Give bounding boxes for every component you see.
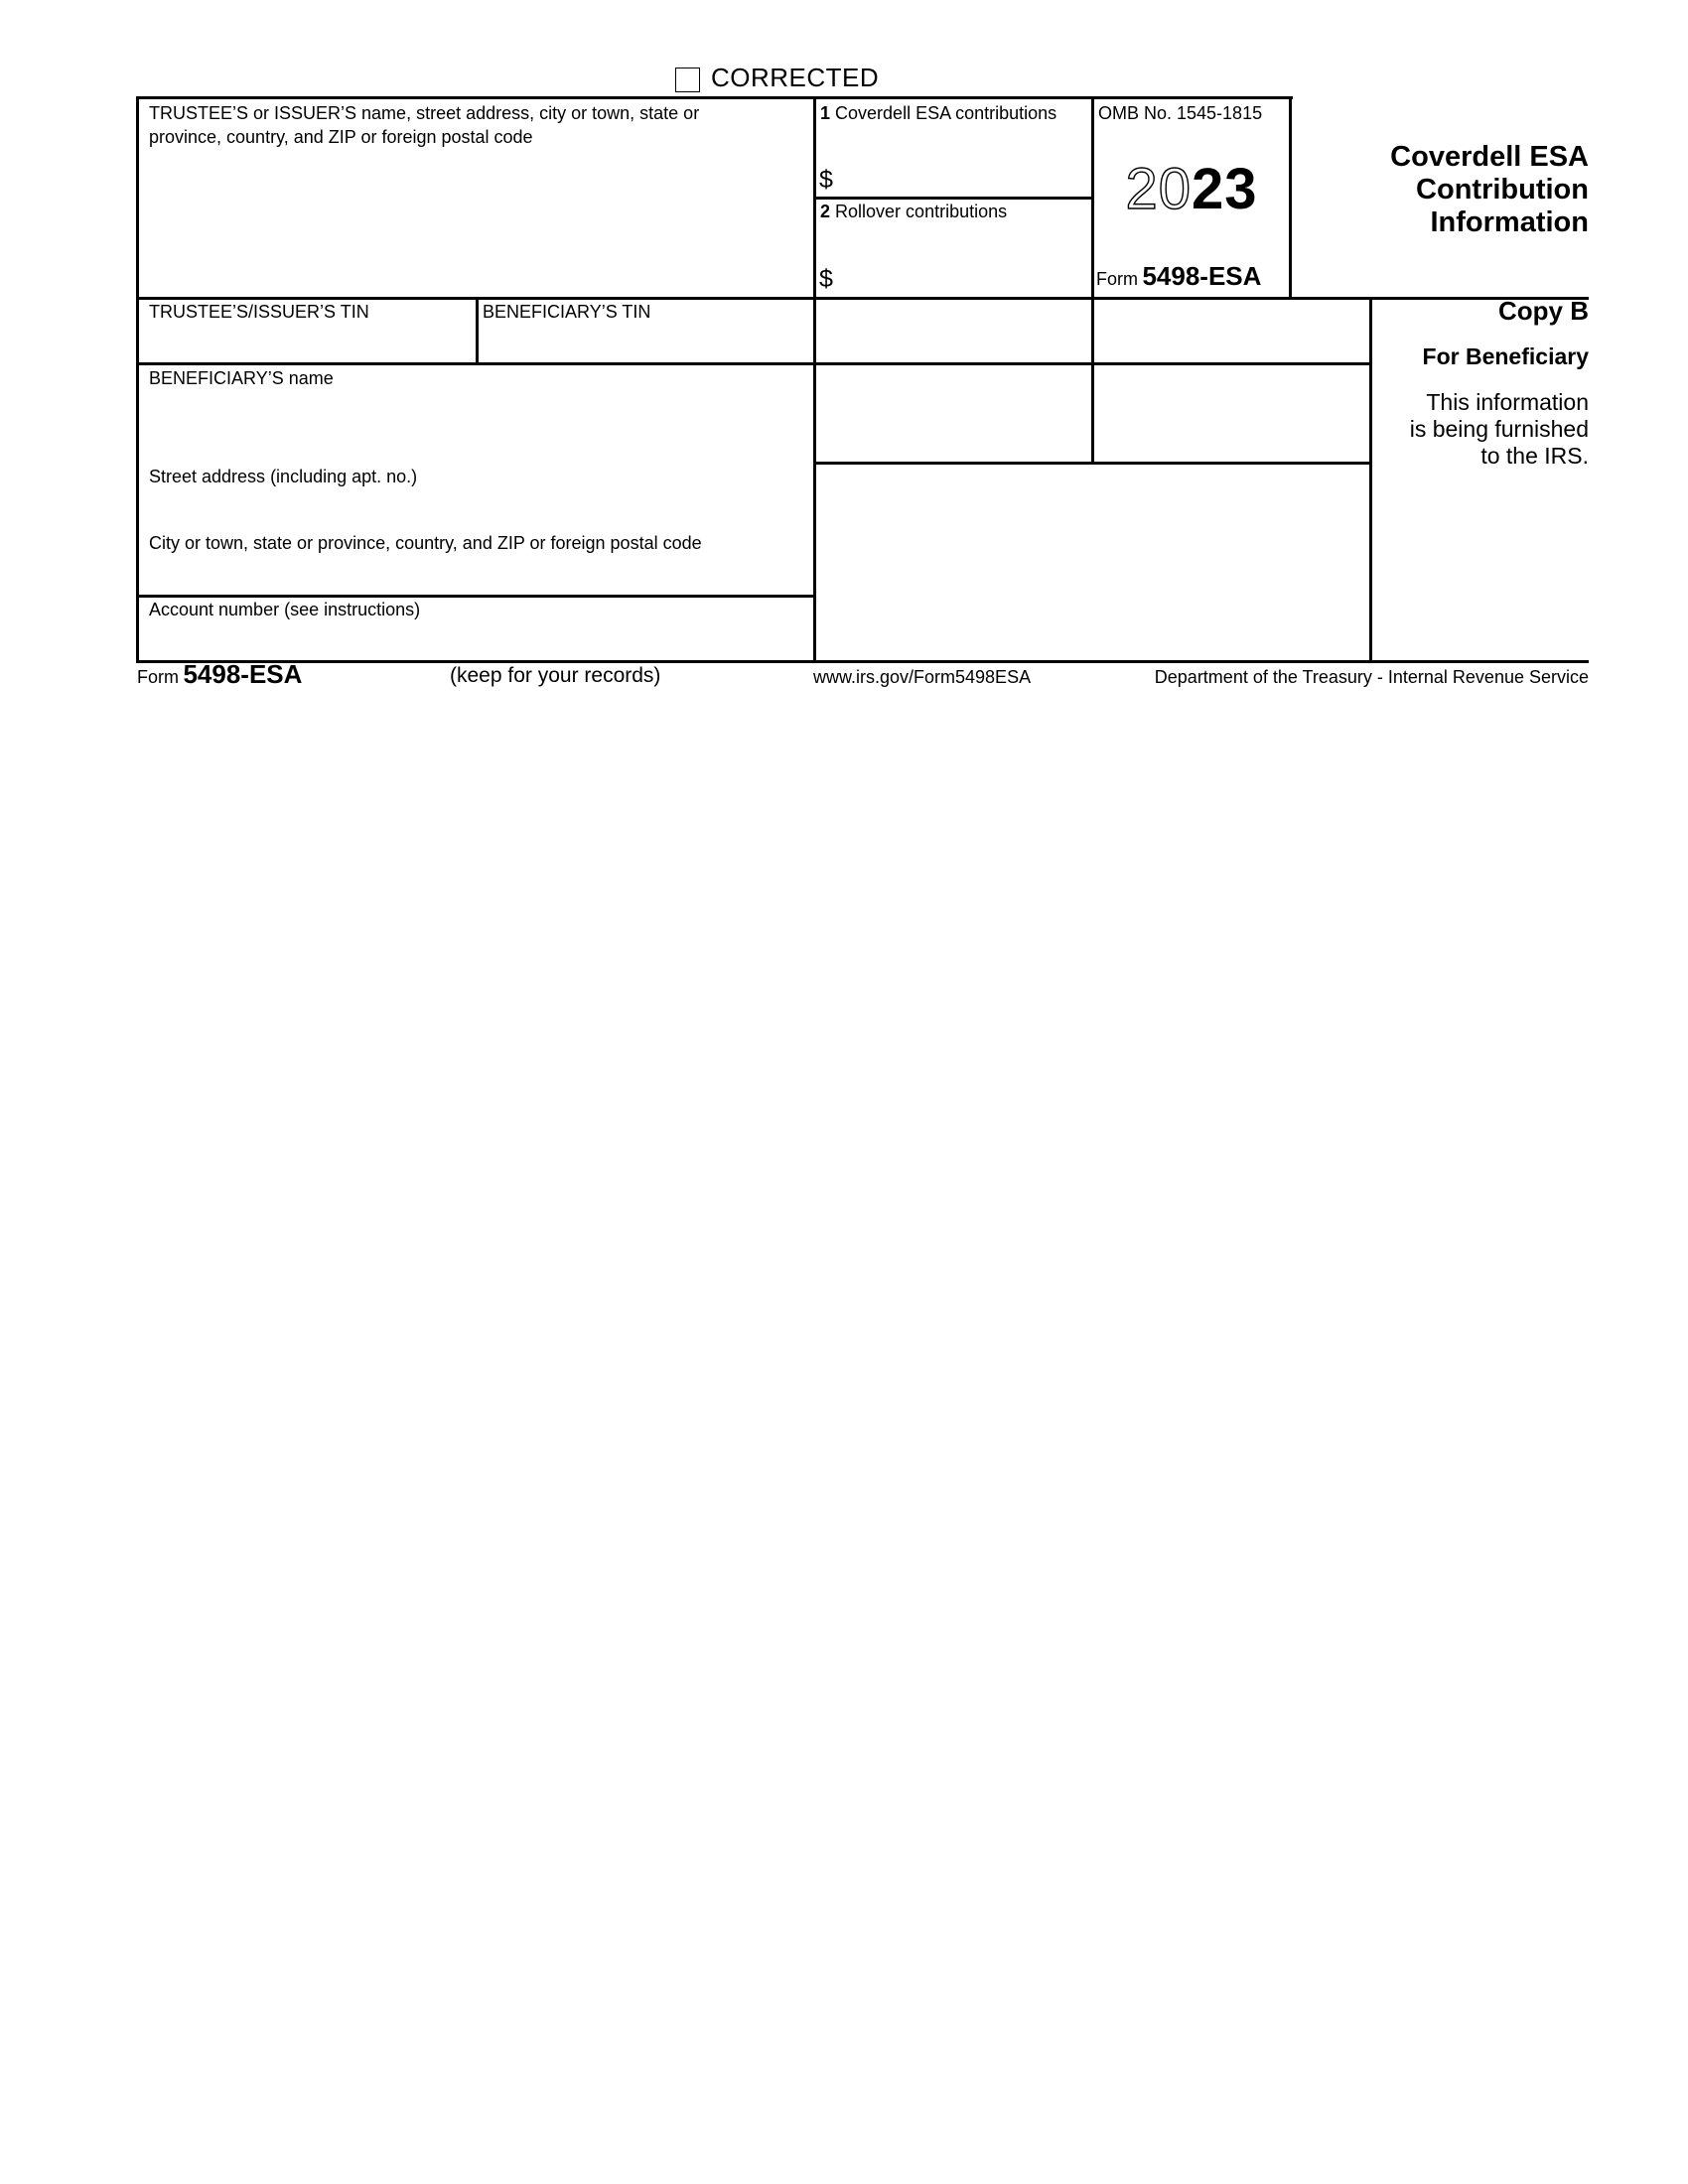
empty-box	[1094, 365, 1368, 461]
box1-coverdell-contributions-field[interactable]	[839, 129, 1087, 195]
form-title	[1390, 141, 1589, 239]
notice-line: to the IRS.	[1480, 443, 1589, 469]
box1-label-text: Coverdell ESA contributions	[835, 103, 1057, 123]
box2-rollover-contributions-field[interactable]	[839, 226, 1087, 296]
irs-url[interactable]: www.irs.gov/Form5498ESA	[813, 667, 1032, 687]
irs-notice	[1331, 389, 1589, 470]
box2-number: 2	[820, 202, 831, 221]
tax-year	[1092, 157, 1291, 222]
form-prefix: Form	[1096, 269, 1138, 289]
title-line: Contribution	[1416, 174, 1589, 205]
empty-box	[816, 300, 1090, 361]
box2-currency: $	[819, 265, 833, 293]
title-line: Coverdell ESA	[1390, 141, 1589, 173]
beneficiary-tin-field[interactable]	[479, 324, 812, 361]
beneficiary-tin-label: BENEFICIARY’S TIN	[483, 302, 651, 322]
empty-box	[1094, 300, 1368, 361]
footer-form-number: 5498-ESA	[183, 659, 303, 689]
notice-line: This information	[1426, 389, 1589, 415]
corrected-checkbox[interactable]	[675, 68, 700, 92]
trustee-label: TRUSTEE’S or ISSUER’S name, street address, city or town, state or province, country, and ZIP or foreign postal code	[149, 103, 700, 147]
trustee-tin-label: TRUSTEE’S/ISSUER’S TIN	[149, 302, 369, 322]
footer-form-prefix: Form	[137, 667, 179, 687]
for-beneficiary-label: For Beneficiary	[1422, 343, 1589, 369]
box2-label-text: Rollover contributions	[835, 202, 1008, 221]
account-number-field[interactable]	[139, 621, 812, 659]
trustee-field[interactable]	[139, 149, 812, 296]
account-number-label: Account number (see instructions)	[149, 600, 421, 619]
tax-year-bold: 23	[1192, 157, 1258, 221]
form-name	[1096, 261, 1261, 292]
copy-label: Copy B	[1498, 296, 1589, 326]
omb-number: OMB No. 1545-1815	[1098, 103, 1263, 123]
box1-currency: $	[819, 166, 833, 194]
divider	[1369, 297, 1372, 663]
keep-records-note: (keep for your records)	[450, 664, 661, 687]
box1-number: 1	[820, 103, 831, 123]
street-address-field[interactable]	[139, 488, 812, 526]
form-number: 5498-ESA	[1142, 261, 1262, 291]
trustee-tin-field[interactable]	[139, 324, 475, 361]
tax-year-outline: 20	[1125, 157, 1192, 221]
city-field[interactable]	[139, 555, 812, 593]
empty-box	[816, 465, 1368, 659]
divider	[137, 96, 1293, 99]
empty-box	[816, 365, 1090, 461]
corrected-label: CORRECTED	[711, 63, 880, 92]
title-line: Information	[1430, 206, 1589, 238]
department-label: Department of the Treasury - Internal Revenue Service	[1154, 667, 1589, 687]
street-address-label: Street address (including apt. no.)	[149, 467, 418, 486]
notice-line: is being furnished	[1409, 416, 1589, 442]
box1-label	[820, 101, 1056, 125]
city-label: City or town, state or province, country, and ZIP or foreign postal code	[149, 533, 702, 553]
footer-form-name	[137, 659, 302, 690]
box2-label	[820, 200, 1007, 223]
beneficiary-name-label: BENEFICIARY’S name	[149, 368, 334, 388]
